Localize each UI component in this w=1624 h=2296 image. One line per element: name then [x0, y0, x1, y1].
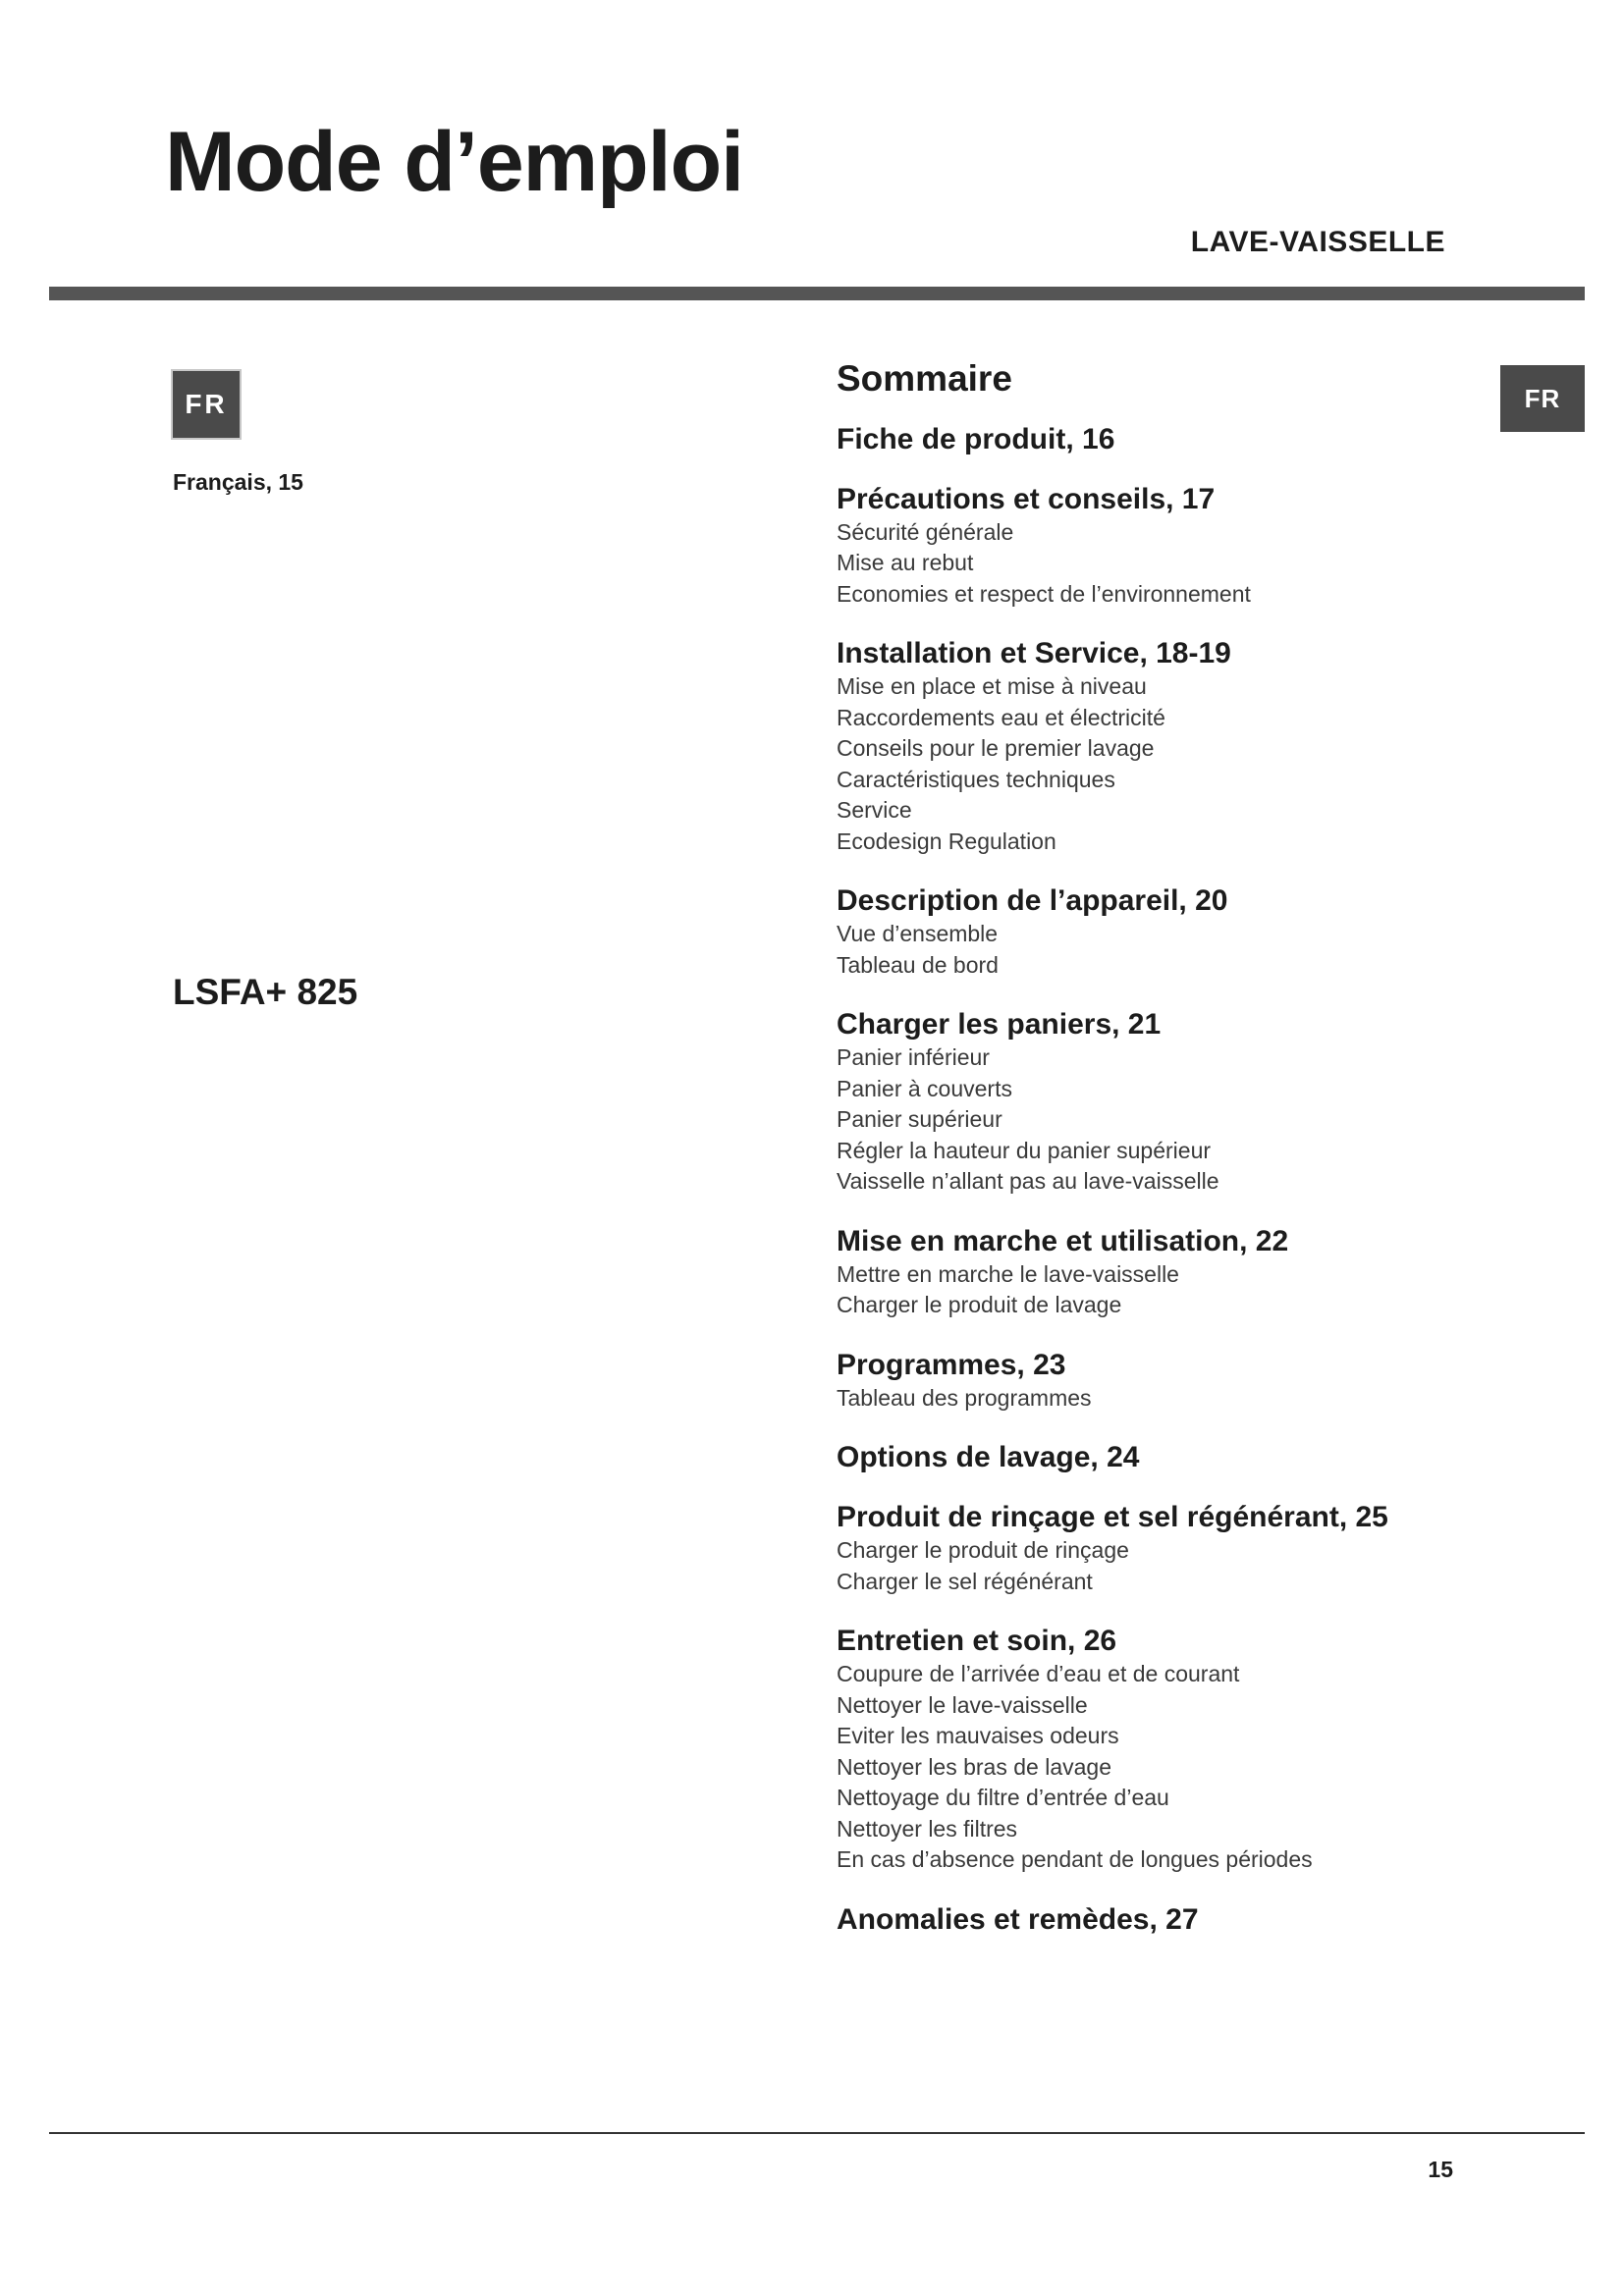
toc-item: Mise au rebut [837, 550, 974, 576]
toc-item: Vue d’ensemble [837, 921, 999, 947]
toc-section-heading: Charger les paniers, 21 [837, 1008, 1162, 1041]
table-of-contents [837, 359, 1465, 1963]
toc-section-heading: Installation et Service, 18-19 [837, 637, 1231, 670]
toc-item: Mise en place et mise à niveau [837, 673, 1147, 700]
toc-item: Vaisselle n’allant pas au lave-vaisselle [837, 1168, 1219, 1195]
toc-item: Coupure de l’arrivée d’eau et de courant [837, 1661, 1240, 1687]
toc-section-heading: Description de l’appareil, 20 [837, 884, 1228, 918]
toc-section [837, 1625, 1465, 1876]
toc-item: Sécurité générale [837, 518, 1014, 545]
toc-item: Tableau de bord [837, 951, 999, 978]
toc-item: Charger le sel régénérant [837, 1568, 1093, 1594]
toc-item: Service [837, 797, 912, 824]
toc-item: Nettoyage du filtre d’entrée d’eau [837, 1785, 1169, 1811]
footer-divider [49, 2132, 1585, 2134]
toc-section-heading: Programmes, 23 [837, 1348, 1066, 1381]
toc-section [837, 1349, 1465, 1415]
toc-section-heading: Options de lavage, 24 [837, 1441, 1140, 1474]
toc-section [837, 423, 1465, 455]
toc-item: Raccordements eau et électricité [837, 704, 1165, 730]
language-badge: FR [171, 369, 242, 440]
product-category: LAVE-VAISSELLE [1190, 226, 1445, 258]
toc-section [837, 1501, 1465, 1597]
toc-section [837, 1903, 1465, 1936]
header-divider [49, 287, 1585, 300]
toc-sections [837, 423, 1465, 1936]
toc-section-heading: Anomalies et remèdes, 27 [837, 1902, 1199, 1936]
toc-item: Nettoyer les bras de lavage [837, 1753, 1111, 1780]
toc-item: Nettoyer les filtres [837, 1815, 1018, 1842]
page-title: Mode d’emploi [165, 115, 743, 209]
toc-item: Panier à couverts [837, 1075, 1012, 1101]
toc-item: Charger le produit de lavage [837, 1292, 1122, 1318]
toc-item: Caractéristiques techniques [837, 766, 1115, 792]
toc-item: Nettoyer le lave-vaisselle [837, 1691, 1088, 1718]
toc-section-heading: Fiche de produit, 16 [837, 422, 1115, 455]
toc-item: Tableau des programmes [837, 1384, 1092, 1411]
toc-section-heading: Entretien et soin, 26 [837, 1625, 1117, 1658]
toc-item: Mettre en marche le lave-vaisselle [837, 1260, 1179, 1287]
toc-item: Economies et respect de l’environnement [837, 580, 1251, 607]
toc-section [837, 1225, 1465, 1321]
toc-item: Ecodesign Regulation [837, 828, 1056, 854]
toc-item: En cas d’absence pendant de longues périodes [837, 1846, 1313, 1873]
toc-title: Sommaire [837, 358, 1012, 399]
toc-item: Régler la hauteur du panier supérieur [837, 1137, 1212, 1163]
toc-item: Panier inférieur [837, 1044, 990, 1071]
toc-section [837, 884, 1465, 981]
toc-section [837, 1441, 1465, 1473]
toc-section-heading: Précautions et conseils, 17 [837, 482, 1216, 515]
toc-item: Conseils pour le premier lavage [837, 735, 1155, 762]
page-number: 15 [1428, 2157, 1453, 2182]
toc-section [837, 1008, 1465, 1198]
model-number: LSFA+ 825 [173, 972, 358, 1012]
toc-section-heading: Mise en marche et utilisation, 22 [837, 1224, 1289, 1257]
toc-section [837, 637, 1465, 857]
toc-item: Panier supérieur [837, 1106, 1002, 1133]
toc-section-heading: Produit de rinçage et sel régénérant, 25 [837, 1501, 1388, 1534]
toc-item: Charger le produit de rinçage [837, 1537, 1129, 1564]
toc-section [837, 483, 1465, 611]
language-reference: Français, 15 [173, 469, 303, 495]
language-tab: FR [1500, 365, 1585, 432]
toc-item: Eviter les mauvaises odeurs [837, 1723, 1119, 1749]
